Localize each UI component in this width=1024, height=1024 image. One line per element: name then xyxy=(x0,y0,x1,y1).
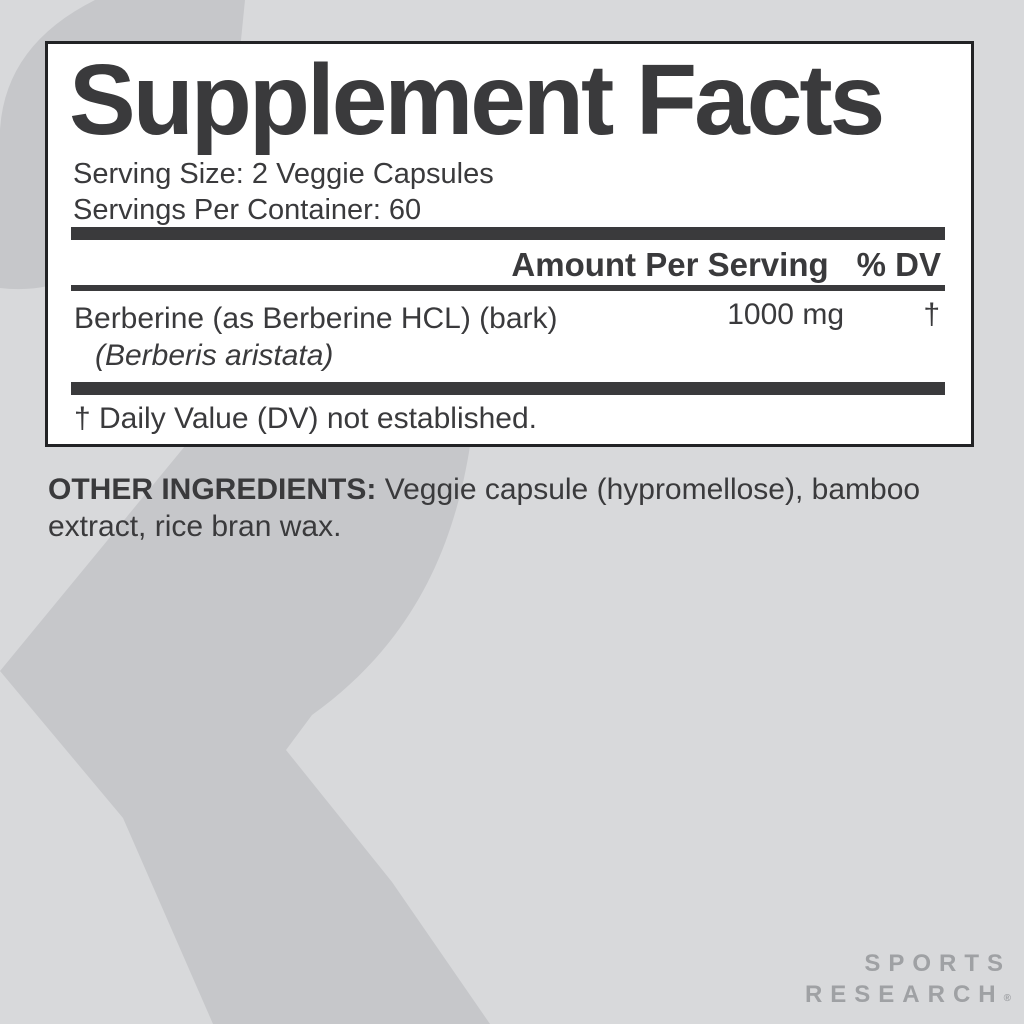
percent-dv-header: % DV xyxy=(856,246,941,283)
dv-footnote: † Daily Value (DV) not established. xyxy=(74,402,538,435)
brand-research-text: RESEARCH xyxy=(804,981,1004,1008)
divider-bar-thick-bottom xyxy=(71,382,945,395)
other-ingredients-text: Veggie capsule (hypromellose), bamboo extract, rice bran wax. xyxy=(48,473,921,543)
ingredient-amount: 1000 mg xyxy=(727,298,844,331)
panel-title: Supplement Facts xyxy=(69,44,883,156)
brand-wordmark xyxy=(805,948,1011,1014)
registered-trademark-symbol: ® xyxy=(1003,993,1011,1004)
divider-bar-thick-top xyxy=(71,227,945,240)
servings-per-container: Servings Per Container: 60 xyxy=(73,194,422,226)
brand-line-sports: SPORTS xyxy=(864,950,1011,977)
other-ingredients xyxy=(48,471,953,545)
ingredient-name: Berberine (as Berberine HCL) (bark) xyxy=(74,302,558,335)
supplement-facts-panel xyxy=(45,41,974,447)
ingredient-dv-dagger: † xyxy=(923,298,940,331)
other-ingredients-label: OTHER INGREDIENTS: xyxy=(48,473,377,506)
brand-line-research xyxy=(805,979,1011,1014)
serving-size: Serving Size: 2 Veggie Capsules xyxy=(73,158,494,190)
ingredient-botanical-name: (Berberis aristata) xyxy=(95,339,334,372)
divider-rule-thin xyxy=(71,285,945,291)
serving-info xyxy=(73,156,494,228)
amount-per-serving-header: Amount Per Serving xyxy=(511,246,829,283)
column-headers xyxy=(511,246,941,284)
